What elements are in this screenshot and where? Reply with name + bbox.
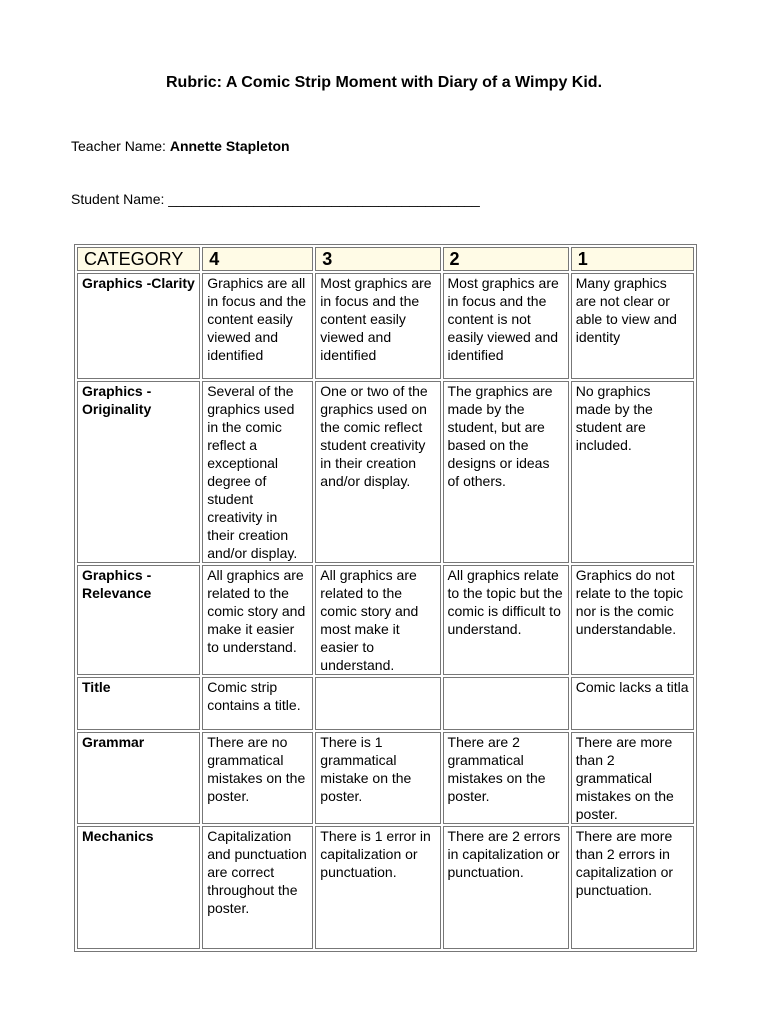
header-score-1: 1 xyxy=(571,247,694,271)
header-score-2: 2 xyxy=(443,247,569,271)
rubric-row-mechanics xyxy=(77,826,694,949)
rubric-row-graphics-relevance xyxy=(77,565,694,675)
score-2-cell: All graphics relate to the topic but the comic is difficult to understand. xyxy=(443,565,569,675)
score-2-cell: There are 2 errors in capitalization or punctuation. xyxy=(443,826,569,949)
score-1-cell: Comic lacks a titla xyxy=(571,677,694,730)
score-1-cell: There are more than 2 grammatical mistakes on the poster. xyxy=(571,732,694,824)
rubric-row-grammar xyxy=(77,732,694,824)
score-4-cell: There are no grammatical mistakes on the poster. xyxy=(202,732,313,824)
category-cell: Title xyxy=(77,677,200,730)
student-name-blank: ________________________________________ xyxy=(168,191,480,207)
score-3-cell: Most graphics are in focus and the content easily viewed and identified xyxy=(315,273,440,379)
score-4-cell: Capitalization and punctuation are correct throughout the poster. xyxy=(202,826,313,949)
score-1-cell: Many graphics are not clear or able to view and identity xyxy=(571,273,694,379)
category-cell: Graphics - Originality xyxy=(77,381,200,563)
score-3-cell: There is 1 error in capitalization or punctuation. xyxy=(315,826,440,949)
header-score-4: 4 xyxy=(202,247,313,271)
header-score-3: 3 xyxy=(315,247,440,271)
rubric-row-title xyxy=(77,677,694,730)
category-cell: Graphics - Relevance xyxy=(77,565,200,675)
score-1-cell: There are more than 2 errors in capitalization or punctuation. xyxy=(571,826,694,949)
score-4-cell: All graphics are related to the comic story and make it easier to understand. xyxy=(202,565,313,675)
teacher-name-label: Teacher Name: xyxy=(71,138,170,154)
score-3-cell xyxy=(315,677,440,730)
rubric-row-graphics-originality xyxy=(77,381,694,563)
rubric-table xyxy=(74,244,697,952)
category-cell: Mechanics xyxy=(77,826,200,949)
score-3-cell: There is 1 grammatical mistake on the poster. xyxy=(315,732,440,824)
score-4-cell: Comic strip contains a title. xyxy=(202,677,313,730)
rubric-row-graphics-clarity xyxy=(77,273,694,379)
teacher-name-value: Annette Stapleton xyxy=(169,138,290,154)
rubric-header-row xyxy=(77,247,694,271)
score-2-cell: The graphics are made by the student, but are based on the designs or ideas of others. xyxy=(443,381,569,563)
student-name-line xyxy=(71,191,480,207)
score-2-cell xyxy=(443,677,569,730)
header-category: CATEGORY xyxy=(77,247,200,271)
score-4-cell: Several of the graphics used in the comic reflect a exceptional degree of student creativity in their creation and/or display. xyxy=(202,381,313,563)
teacher-name-line xyxy=(71,138,290,154)
score-4-cell: Graphics are all in focus and the content easily viewed and identified xyxy=(202,273,313,379)
category-cell: Graphics -Clarity xyxy=(77,273,200,379)
score-2-cell: There are 2 grammatical mistakes on the poster. xyxy=(443,732,569,824)
score-1-cell: Graphics do not relate to the topic nor is the comic understandable. xyxy=(571,565,694,675)
student-name-label: Student Name: xyxy=(71,191,169,207)
document-title: Rubric: A Comic Strip Moment with Diary of a Wimpy Kid. xyxy=(165,74,603,91)
score-2-cell: Most graphics are in focus and the content is not easily viewed and identified xyxy=(443,273,569,379)
category-cell: Grammar xyxy=(77,732,200,824)
score-3-cell: All graphics are related to the comic story and most make it easier to understand. xyxy=(315,565,440,675)
score-1-cell: No graphics made by the student are included. xyxy=(571,381,694,563)
score-3-cell: One or two of the graphics used on the comic reflect student creativity in their creation and/or display. xyxy=(315,381,440,563)
